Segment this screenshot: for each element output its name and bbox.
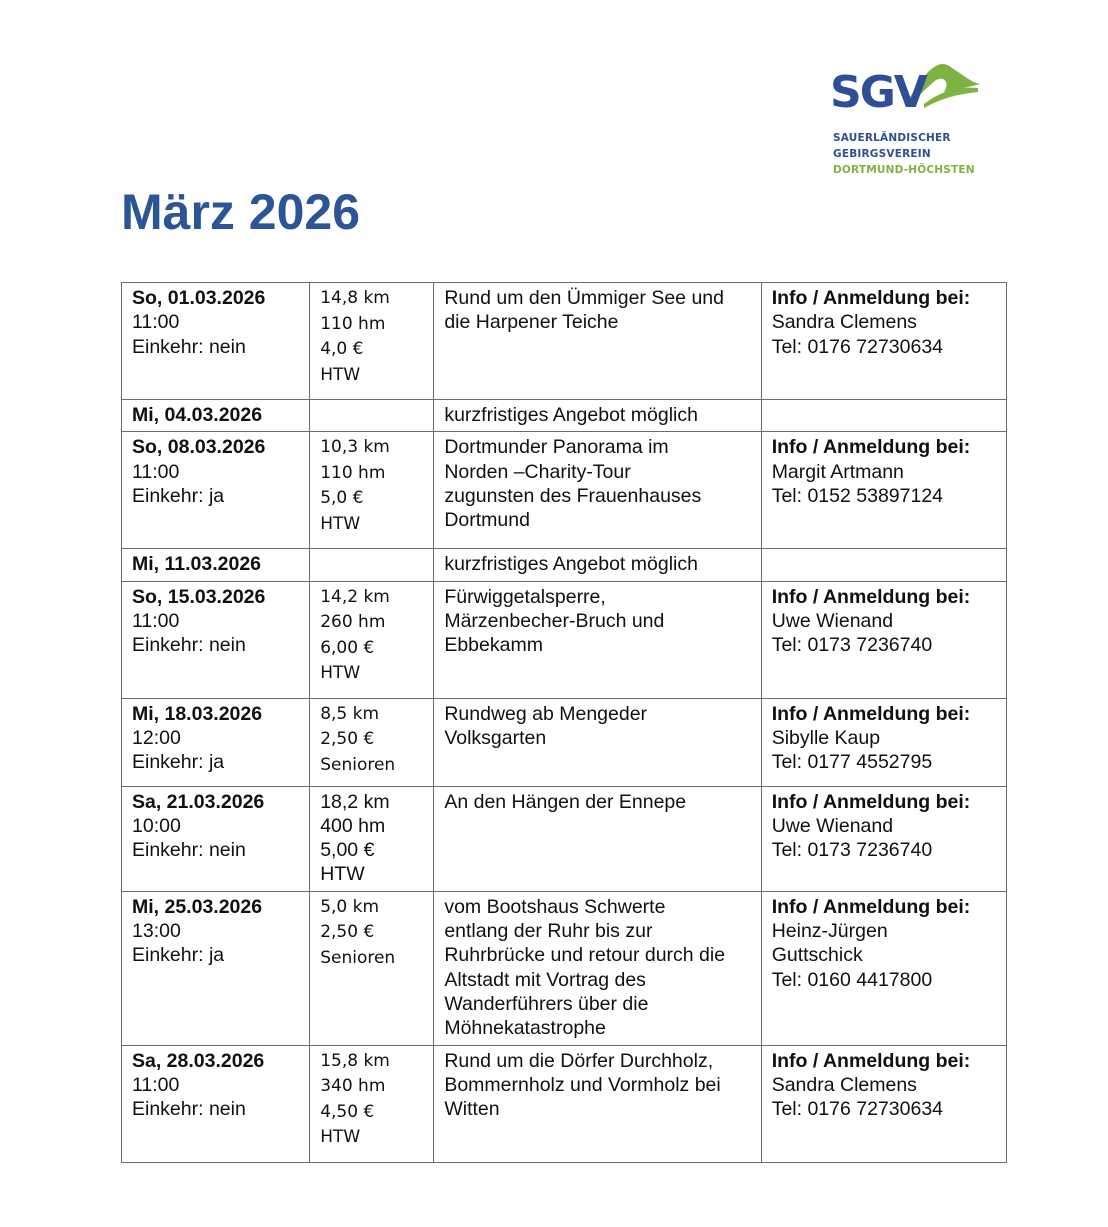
- page-title: März 2026: [121, 184, 361, 240]
- hike-row: [122, 400, 1007, 432]
- price: 5,00 €: [320, 839, 375, 862]
- contact-phone: Tel: 0152 53897124: [771, 484, 944, 507]
- hike-date: So, 08.03.2026: [132, 436, 266, 459]
- description-line: Rund um die Dörfer Durchholz,: [444, 1049, 714, 1072]
- info-cell: [761, 432, 1006, 549]
- stats-cell: [310, 891, 434, 1045]
- hike-row: [122, 891, 1007, 1045]
- info-cell: [761, 1045, 1006, 1162]
- hike-date: So, 15.03.2026: [132, 585, 266, 608]
- info-label: Info / Anmeldung bei:: [771, 585, 971, 608]
- date-cell: [122, 432, 310, 549]
- hike-group: HTW: [320, 1127, 361, 1148]
- description-cell: [434, 432, 761, 549]
- hike-group: HTW: [320, 863, 365, 886]
- date-cell: [122, 549, 310, 581]
- contact-name: Sandra Clemens: [771, 1073, 917, 1096]
- hike-date: Sa, 21.03.2026: [132, 790, 265, 813]
- elevation-hm: 260 hm: [320, 612, 386, 633]
- hike-date: Sa, 28.03.2026: [132, 1049, 265, 1072]
- contact-name: Heinz-Jürgen: [771, 920, 888, 943]
- hike-time: 11:00: [132, 1073, 180, 1096]
- logo-sgv-text: SGV: [830, 67, 926, 118]
- description-line: Wanderführers über die: [444, 992, 649, 1015]
- price: 6,00 €: [320, 637, 375, 658]
- description-line: An den Hängen der Ennepe: [444, 790, 687, 813]
- hike-einkehr: Einkehr: ja: [132, 944, 225, 967]
- hike-group: Senioren: [320, 754, 396, 775]
- info-cell: [761, 400, 1006, 432]
- date-cell: [122, 581, 310, 698]
- info-cell: [761, 549, 1006, 581]
- hike-date: Mi, 04.03.2026: [132, 404, 263, 426]
- description-line: Rundweg ab Mengeder: [444, 702, 648, 725]
- hike-date: So, 01.03.2026: [132, 287, 266, 309]
- description-cell: [434, 581, 761, 698]
- contact-phone: Tel: 0173 7236740: [771, 634, 933, 657]
- contact-phone: Tel: 0176 72730634: [771, 335, 944, 358]
- stats-cell: [310, 400, 434, 432]
- description-line: Norden –Charity-Tour: [444, 460, 631, 483]
- hike-schedule-body: [122, 283, 1007, 1163]
- hike-time: 13:00: [132, 920, 181, 943]
- info-label: Info / Anmeldung bei:: [771, 895, 971, 918]
- hike-row: [122, 549, 1007, 581]
- hike-row: [122, 786, 1007, 891]
- distance-km: 10,3 km: [320, 437, 390, 458]
- hike-group: Senioren: [320, 947, 396, 968]
- hike-time: 11:00: [132, 311, 180, 334]
- distance-km: 15,8 km: [320, 1050, 390, 1071]
- date-cell: [122, 891, 310, 1045]
- hike-row: [122, 432, 1007, 549]
- date-cell: [122, 786, 310, 891]
- info-cell: [761, 786, 1006, 891]
- price: 2,50 €: [320, 922, 375, 943]
- contact-phone: Tel: 0177 4552795: [771, 751, 933, 774]
- info-cell: [761, 283, 1006, 400]
- hike-row: [122, 581, 1007, 698]
- description-line: entlang der Ruhr bis zur: [444, 920, 653, 943]
- hike-einkehr: Einkehr: nein: [132, 1098, 246, 1121]
- info-label: Info / Anmeldung bei:: [771, 287, 971, 309]
- info-cell: [761, 581, 1006, 698]
- description-cell: [434, 283, 761, 400]
- distance-km: 8,5 km: [320, 703, 380, 724]
- hike-time: 11:00: [132, 609, 180, 632]
- hike-group: HTW: [320, 364, 361, 385]
- stats-cell: [310, 549, 434, 581]
- description-line: zugunsten des Frauenhauses: [444, 484, 702, 507]
- contact-name: Guttschick: [771, 944, 863, 967]
- elevation-hm: 340 hm: [320, 1076, 386, 1097]
- contact-name: Sibylle Kaup: [771, 726, 881, 749]
- logo-line-2: GEBIRGSVEREIN: [833, 148, 931, 160]
- hike-schedule-table: [121, 282, 1007, 1163]
- description-line: Rund um den Ümmiger See und: [444, 287, 724, 309]
- stats-cell: [310, 1045, 434, 1162]
- info-cell: [761, 891, 1006, 1045]
- hike-date: Mi, 11.03.2026: [132, 553, 262, 576]
- date-cell: [122, 1045, 310, 1162]
- contact-phone: Tel: 0160 4417800: [771, 968, 933, 991]
- description-line: Witten: [444, 1098, 500, 1121]
- distance-km: 14,2 km: [320, 586, 390, 607]
- description-cell: [434, 891, 761, 1045]
- description-line: Volksgarten: [444, 726, 547, 749]
- stats-cell: [310, 283, 434, 400]
- hike-group: HTW: [320, 514, 361, 535]
- stats-cell: [310, 581, 434, 698]
- date-cell: [122, 400, 310, 432]
- logo-line-1: SAUERLÄNDISCHER: [833, 132, 951, 144]
- description-line: Ruhrbrücke und retour durch die: [444, 944, 726, 967]
- date-cell: [122, 698, 310, 786]
- price: 4,50 €: [320, 1101, 375, 1122]
- description-line: vom Bootshaus Schwerte: [444, 895, 666, 918]
- contact-phone: Tel: 0176 72730634: [771, 1098, 944, 1121]
- description-line: Ebbekamm: [444, 634, 543, 657]
- hike-time: 10:00: [132, 814, 181, 837]
- hike-einkehr: Einkehr: ja: [132, 484, 225, 507]
- logo-line-3: DORTMUND-HÖCHSTEN: [833, 164, 975, 176]
- hike-einkehr: Einkehr: nein: [132, 335, 246, 358]
- description-line: kurzfristiges Angebot möglich: [444, 404, 698, 426]
- hike-einkehr: Einkehr: ja: [132, 751, 225, 774]
- description-line: kurzfristiges Angebot möglich: [444, 553, 698, 576]
- hike-time: 11:00: [132, 460, 180, 483]
- stats-cell: [310, 432, 434, 549]
- info-label: Info / Anmeldung bei:: [771, 702, 971, 725]
- info-label: Info / Anmeldung bei:: [771, 790, 971, 813]
- description-cell: [434, 549, 761, 581]
- distance-km: 14,8 km: [320, 288, 390, 308]
- info-label: Info / Anmeldung bei:: [771, 436, 971, 459]
- elevation-hm: 110 hm: [320, 313, 386, 334]
- description-line: die Harpener Teiche: [444, 311, 619, 334]
- hike-time: 12:00: [132, 726, 181, 749]
- hike-group: HTW: [320, 663, 361, 684]
- price: 5,0 €: [320, 488, 364, 509]
- sgv-mountain-logo-graphic: [830, 58, 990, 128]
- contact-phone: Tel: 0173 7236740: [771, 839, 933, 862]
- description-line: Altstadt mit Vortrag des: [444, 968, 646, 991]
- contact-name: Uwe Wienand: [771, 609, 894, 632]
- description-line: Bommernholz und Vormholz bei: [444, 1073, 721, 1096]
- elevation-hm: 400 hm: [320, 814, 386, 837]
- distance-km: 5,0 km: [320, 896, 380, 917]
- description-cell: [434, 400, 761, 432]
- info-label: Info / Anmeldung bei:: [771, 1049, 971, 1072]
- price: 2,50 €: [320, 729, 375, 750]
- hike-date: Mi, 18.03.2026: [132, 702, 263, 725]
- sgv-logo: [830, 58, 990, 180]
- elevation-hm: 110 hm: [320, 462, 386, 483]
- description-line: Fürwiggetalsperre,: [444, 585, 606, 608]
- contact-name: Uwe Wienand: [771, 814, 894, 837]
- description-line: Dortmund: [444, 509, 530, 532]
- price: 4,0 €: [320, 339, 364, 360]
- description-cell: [434, 1045, 761, 1162]
- hike-row: [122, 698, 1007, 786]
- contact-name: Margit Artmann: [771, 460, 904, 483]
- distance-km: 18,2 km: [320, 790, 390, 813]
- description-cell: [434, 786, 761, 891]
- hike-einkehr: Einkehr: nein: [132, 634, 246, 657]
- description-cell: [434, 698, 761, 786]
- info-cell: [761, 698, 1006, 786]
- contact-name: Sandra Clemens: [771, 311, 917, 334]
- date-cell: [122, 283, 310, 400]
- hike-einkehr: Einkehr: nein: [132, 839, 246, 862]
- stats-cell: [310, 786, 434, 891]
- description-line: Möhnekatastrophe: [444, 1017, 606, 1040]
- stats-cell: [310, 698, 434, 786]
- hike-date: Mi, 25.03.2026: [132, 895, 263, 918]
- hike-row: [122, 1045, 1007, 1162]
- description-line: Märzenbecher-Bruch und: [444, 609, 665, 632]
- hike-row: [122, 283, 1007, 400]
- description-line: Dortmunder Panorama im: [444, 436, 669, 459]
